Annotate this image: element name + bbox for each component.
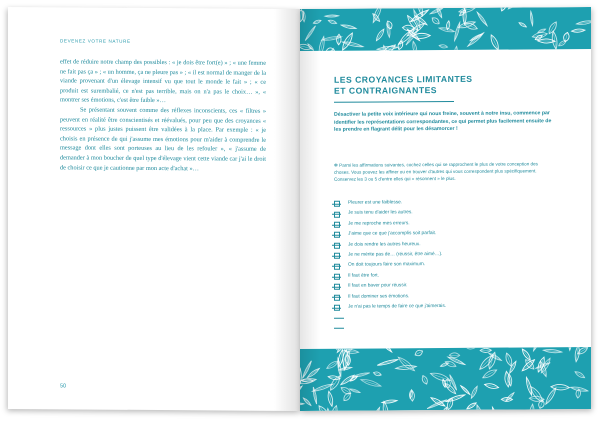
title-underline [334,101,454,103]
leaf-shape [441,407,448,411]
leaf-shape [558,39,567,47]
checkbox[interactable] [334,222,340,228]
leaf-shape [326,359,340,370]
gutter-shadow [274,9,300,411]
checklist-item-label: J'aime que ce que j'accomplis soit parfait. [348,231,437,237]
belief-checklist [334,197,554,334]
blank-line [334,318,344,319]
leaf-shape [342,41,364,49]
leaf-shape [543,349,562,354]
leaf-shape [576,20,591,25]
left-paragraph: Se présentant souvent comme des réflexes inconscients, ces « filtres » peuvent en réalité être conscientisés et réévalués, pour peu que des croyances « ressources » plus justes puissent être validées à la place. Par exemple : « je choisis en présence de qui j'assume mes émotions pour m'aider à comprendre le message dont elles sont porteuses au lieu de les refouler », « j'assume de demander à mon boucher de quel type d'élevage vient cette viande car j'ai le droit de choisir ce que je cautionne par mon acte d'achat »… [60,106,266,172]
checklist-item-label: Il faut en baver pour réussir. [348,283,408,289]
leaf-shape [505,392,515,402]
leaf-shape [370,407,381,411]
leaf-pattern-top-band [300,7,591,51]
checklist-item-label: Je dois rendre les autres heureux. [348,241,421,248]
leaf-shape [431,16,441,26]
checklist-item-label: Je me reproche mes erreurs. [348,221,410,227]
checkbox[interactable] [334,274,340,280]
leaf-shape [480,348,491,352]
checklist-blank-line [334,322,554,334]
checkbox[interactable] [334,201,340,207]
leaf-shape [489,34,500,51]
checklist-item-label: Il faut être fort. [348,273,379,279]
leaf-shape [529,404,535,411]
gutter-shadow [300,9,320,411]
leaf-shape [360,378,381,388]
leaf-shape [504,352,513,367]
leaf-shape [530,11,534,25]
leaf-shape [521,348,532,361]
leaf-shape [430,371,452,383]
leaf-shape [574,370,586,379]
leaf-shape [568,347,572,350]
left-body-text [60,57,266,174]
checklist-item-label: Pleurer est une faiblesse. [348,200,403,206]
leaf-shape [518,22,527,28]
checkbox[interactable] [334,242,340,248]
leaf-shape [327,391,334,407]
checklist-item-label: Je ne mérite pas de… (réussir, être aimé…). [348,251,443,258]
leaf-shape [491,407,500,411]
leaf-shape [373,371,382,377]
checkbox[interactable] [334,253,340,259]
leaf-shape [478,353,495,371]
leaf-pattern-bottom-band [300,347,591,411]
leaf-shape [341,24,356,30]
checklist-item-label: Je suis tenu d'aider les autres. [348,210,413,217]
blank-line [334,328,344,329]
left-page [8,7,300,411]
leaf-shape [464,347,475,350]
leaf-shape [454,46,459,51]
leaf-shape [532,31,548,39]
leaf-shape [375,28,386,42]
leaf-shape [577,347,589,356]
checkbox[interactable] [334,263,340,269]
checklist-item-label: On doit toujours faire son maximum. [348,262,426,269]
leaf-shape [328,375,341,381]
leaf-shape [328,19,337,25]
leaf-shape [449,353,460,358]
leaf-pattern-bottom [300,347,591,411]
exercise-instruction: ✻ Parmi les affirmations suivantes, cochez celles qui se rapprochent le plus de votre conception des choses. Vous pouvez les affiner ou en trouver d'autres qui vous correspondent plus spécifiquement. Conservez les 3 ou 5 d'entre elles qui « résonnent » le plus. [334,161,538,183]
leaf-shape [397,355,416,372]
checkbox[interactable] [334,305,340,311]
leaf-shape [476,11,488,26]
leaf-shape [460,385,471,395]
leaf-shape [325,15,339,17]
leaf-shape [427,399,448,410]
leaf-shape [507,7,525,11]
leaf-shape [336,34,341,45]
leaf-shape [377,358,399,366]
leaf-shape [500,7,508,12]
checklist-item-label: Il faut dominer ses émotions. [348,293,410,300]
leaf-shape [340,32,354,51]
checkbox[interactable] [334,284,340,290]
left-paragraph: effet de réduire notre champ des possibles : « je dois être fort(e) » ; « une femme ne fait pas ça » ; « un homme, ça ne pleure pas » ; « il est normal de manger de la viande provenant d'un élevage intensif vu que tout le monde le fait » ; « ce produit est surembalié, ce n'est pas terrible, mais on n'a pas le choix… », « montrer ses émotions, c'est être faible »… [60,58,266,105]
leaf-shape [470,33,483,41]
leaf-shape [525,377,533,396]
leaf-shape [412,41,418,51]
leaf-shape [470,385,479,399]
section-title [334,74,473,97]
leaf-shape [386,24,390,38]
page-number: 50 [60,383,67,390]
section-title-line1: LES CROYANCES LIMITANTES [334,73,473,85]
checklist-item-label: Je n'ai pas le temps de faire ce que j'aimerais. [348,303,447,310]
leaf-shape [325,347,339,351]
leaf-shape [484,382,499,389]
intro-paragraph: Désactiver la petite voix intérieure qui nous freine, souvent à notre insu, commence par identifier les représentations correspondantes, ce qui permet plus facilement ensuite de les prendre en flagrant délit pour les désamorcer ! [334,110,552,133]
leaf-shape [378,347,392,353]
checkbox[interactable] [334,232,340,238]
leaf-shape [571,29,585,33]
running-head: DEVENEZ VOTRE NATURE [60,38,131,44]
leaf-shape [482,368,498,380]
leaf-shape [421,375,429,385]
leaf-shape [532,347,542,351]
right-page [300,7,591,411]
leaf-shape [551,31,558,50]
leaf-shape [340,374,355,386]
checkbox[interactable] [334,211,340,217]
leaf-shape [475,404,486,411]
checkbox[interactable] [334,294,340,300]
leaf-shape [439,44,448,49]
leaf-shape [414,349,424,358]
leaf-shape [544,387,557,405]
leaf-shape [574,347,580,362]
leaf-shape [466,402,477,411]
section-title-line2: ET CONTRAIGNANTES [334,85,438,96]
leaf-pattern-top [300,7,591,51]
leaf-shape [326,408,332,411]
